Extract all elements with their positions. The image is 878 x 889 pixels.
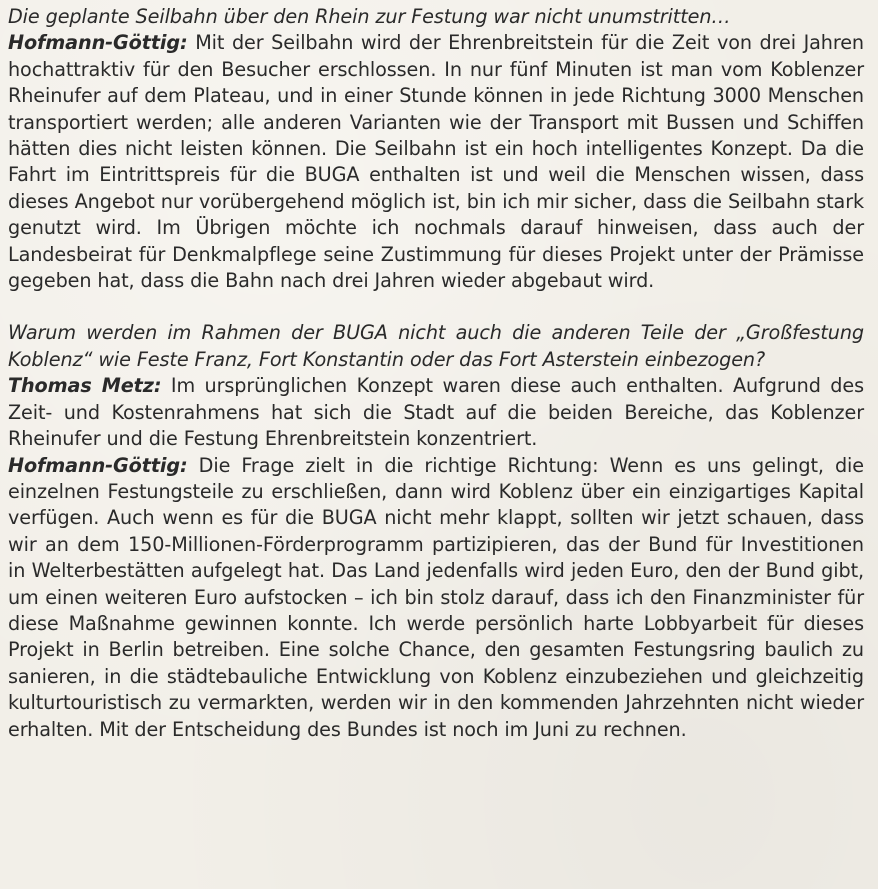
answer-text: Mit der Seilbahn wird der Ehrenbreitstein für die Zeit von drei Jahren hochattraktiv für den Besucher erschlossen. In nur fünf Minuten ist man vom Koblenzer Rheinufer auf dem Plateau, und in einer Stunde können in jede Richtung 3000 Menschen transportiert werden; alle anderen Varianten wie der Transport mit Bussen und Schiffen hätten dies nicht leisten können. Die Seilbahn ist ein hoch intelligentes Konzept. Da die Fahrt im Eintrittspreis für die BUGA enthalten ist und weil die Menschen wissen, dass dieses Angebot nur vorübergehend möglich ist, bin ich mir sicher, dass die Seilbahn stark genutzt wird. Im Übrigen möchte ich nochmals darauf hinweisen, dass auch der Landesbeirat für Denkmalpflege seine Zustimmung für dieses Projekt unter der Prämisse gegeben hat, dass die Bahn nach drei Jahren wieder abgebaut wird. [8, 31, 864, 293]
speaker-label: Thomas Metz: [8, 374, 162, 398]
question-grossfestung: Warum werden im Rahmen der BUGA nicht auch die anderen Teile der „Großfestung Koblenz“ wie Feste Franz, Fort Konstantin oder das Fort Asterstein einbezogen? [8, 321, 864, 371]
answer-hofmann-goettig-seilbahn [8, 30, 864, 294]
interview-section-grossfestung [8, 320, 864, 743]
question-seilbahn: Die geplante Seilbahn über den Rhein zur Festung war nicht unumstritten… [8, 5, 731, 28]
section-gap [8, 294, 864, 320]
speaker-label: Hofmann-Göttig: [8, 453, 188, 477]
answer-hofmann-goettig-festung [8, 453, 864, 743]
interview-section-seilbahn [8, 4, 864, 294]
speaker-label: Hofmann-Göttig: [8, 31, 188, 55]
answer-text: Die Frage zielt in die richtige Richtung: Wenn es uns gelingt, die einzelnen Festungsteile zu erschließen, dann wird Koblenz über ein einzigartiges Kapital verfügen. Auch wenn es für die BUGA nicht mehr klappt, sollten wir jetzt schauen, dass wir an dem 150-Millionen-Förderprogramm partizipieren, das der Bund für Investitionen in Welterbestätten aufgelegt hat. Das Land jedenfalls wird jeden Euro, den der Bund gibt, um einen weiteren Euro aufstocken – ich bin stolz darauf, dass ich den Finanzminister für diese Maßnahme gewinnen konnte. Ich werde persönlich harte Lobbyarbeit für dieses Projekt in Berlin betreiben. Eine solche Chance, den gesamten Festungsring baulich zu sanieren, in die städtebauliche Entwicklung von Koblenz einzubeziehen und gleichzeitig kulturtouristisch zu vermarkten, werden wir in den kommenden Jahrzehnten nicht wieder erhalten. Mit der Entscheidung des Bundes ist noch im Juni zu rechnen. [8, 453, 864, 741]
answer-text: Im ursprünglichen Konzept waren diese auch enthalten. Aufgrund des Zeit- und Kostenrahmens hat sich die Stadt auf die beiden Bereiche, das Koblenzer Rheinufer und die Festung Ehrenbreitstein konzentriert. [8, 374, 864, 451]
answer-thomas-metz [8, 373, 864, 452]
